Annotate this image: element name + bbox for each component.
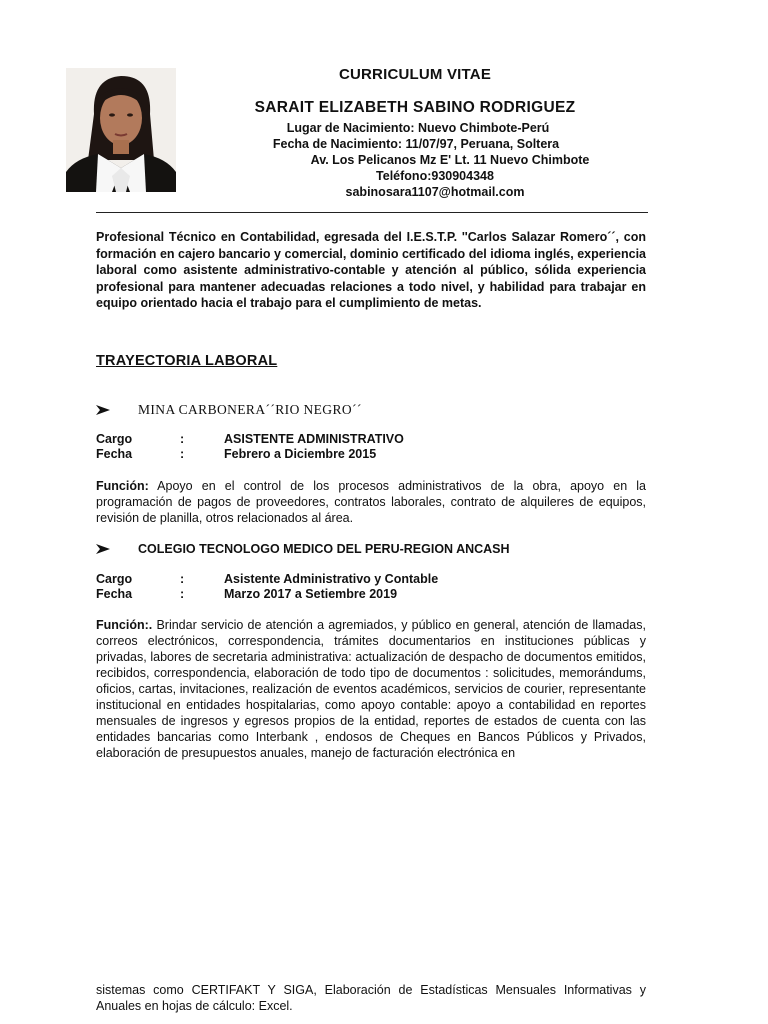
birthdate: Fecha de Nacimiento: 11/07/97, Peruana, Soltera [272, 137, 560, 151]
arrowhead-bullet-icon [96, 405, 138, 415]
profile-photo [66, 68, 176, 192]
cv-title: CURRICULUM VITAE [338, 66, 492, 83]
fecha-label: Fecha [96, 447, 133, 461]
job-details [96, 572, 438, 602]
phone: Teléfono:930904348 [376, 169, 494, 183]
job-details [96, 432, 404, 462]
job-function [96, 478, 646, 526]
funcion-text: Brindar servicio de atención a agremiados, y público en general, atención de llamadas, correos electrónicos, correspondencia, trámites documentarios en instituciones públicas y privadas, labores de secretaria administrativa: actualización de despacho de documentos emitidos, recibidos, correspondencia, elaboración de todo tipo de documentos : solicitudes, memorándums, oficios, cartas, invitaciones, realización de eventos académicos, servicios de courier, representante institucional en entidades hospitalarias, como apoyo contable: apoyo a contabilidad en reportes mensuales de ingresos y egresos propios de la entidad, reportes de estados de cuenta con las entidades bancarias como Interbank , endosos de Cheques en Bancos Públicos y Privados, elaboración de presupuestos anuales, manejo de facturación electrónica en [96, 618, 646, 760]
cv-header [180, 66, 650, 200]
funcion-label: Función:. [96, 618, 153, 632]
colon: : [180, 447, 185, 461]
email: sabinosara1107@hotmail.com [345, 185, 525, 199]
candidate-name: SARAIT ELIZABETH SABINO RODRIGUEZ [254, 99, 576, 116]
section-title-trayectoria: TRAYECTORIA LABORAL [96, 353, 278, 369]
cargo-label: Cargo [96, 432, 133, 446]
header-divider [96, 212, 648, 213]
company-name: COLEGIO TECNOLOGO MEDICO DEL PERU-REGION ANCASH [138, 542, 510, 556]
job-function [96, 617, 646, 761]
funcion-label: Función: [96, 479, 149, 493]
company-name: MINA CARBONERA´´RIO NEGRO´´ [138, 402, 362, 417]
colon: : [180, 432, 185, 446]
fecha-value: Marzo 2017 a Setiembre 2019 [224, 587, 398, 601]
cargo-value: Asistente Administrativo y Contable [224, 572, 439, 586]
cargo-value: ASISTENTE ADMINISTRATIVO [224, 432, 404, 446]
fecha-value: Febrero a Diciembre 2015 [224, 447, 377, 461]
arrowhead-bullet-icon [96, 544, 138, 554]
address: Av. Los Pelicanos Mz E' Lt. 11 Nuevo Chimbote [310, 153, 590, 167]
colon: : [180, 587, 185, 601]
profile-summary: Profesional Técnico en Contabilidad, egresada del I.E.S.T.P. ''Carlos Salazar Romero´´, con formación en cajero bancario y comercial, dominio certificado del idioma inglés, experiencia laboral como asistente administrativo-contable y atención al público, sólida experiencia profesional para mantener adecuadas relaciones a todo nivel, y habilidad para trabajar en equipo orientado hacia el trabajo para el cumplimiento de metas. [96, 230, 646, 310]
funcion-text: Apoyo en el control de los procesos administrativos de la obra, apoyo en la programación de pagos de proveedores, contratos laborales, contrato de alquileres de equipos, revisión de planilla, otros relacionados al área. [96, 479, 646, 525]
job-company [96, 542, 510, 556]
fecha-label: Fecha [96, 587, 133, 601]
job-company [96, 402, 362, 418]
cargo-label: Cargo [96, 572, 133, 586]
birthplace: Lugar de Nacimiento: Nuevo Chimbote-Perú [286, 121, 550, 135]
job-function-continued: sistemas como CERTIFAKT Y SIGA, Elaboración de Estadísticas Mensuales Informativas y Anuales en hojas de cálculo: Excel. [96, 983, 646, 1013]
colon: : [180, 572, 185, 586]
